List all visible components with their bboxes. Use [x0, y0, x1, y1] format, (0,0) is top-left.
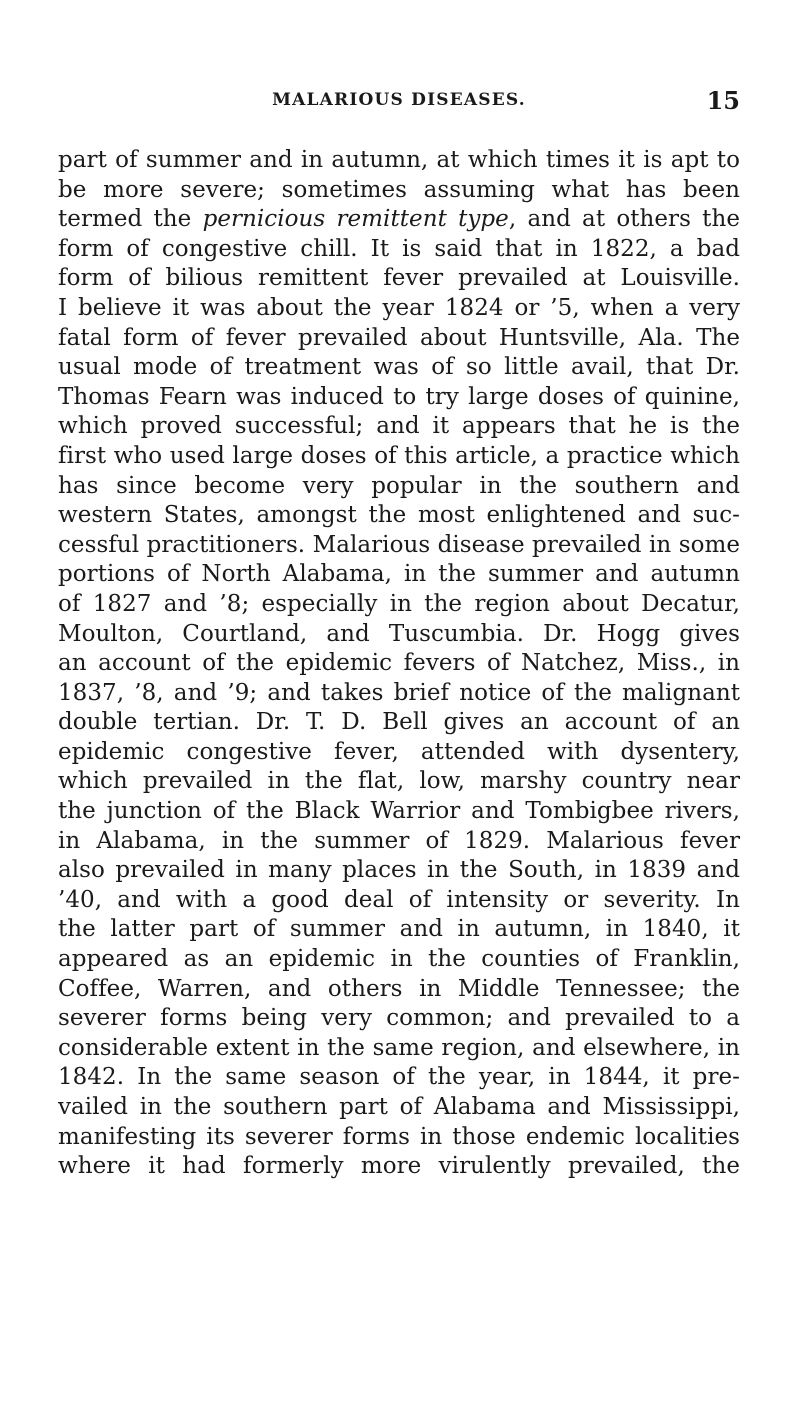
text-line: where it had formerly more virulently prevailed, the — [58, 1153, 740, 1180]
text-line: part of summer and in autumn, at which times it is apt to — [58, 147, 740, 173]
text-line: epidemic congestive fever, attended with dysentery, — [58, 738, 740, 765]
text-run: , and at others the — [508, 206, 740, 233]
text-line: Coffee, Warren, and others in Middle Tennessee; the — [58, 975, 740, 1002]
text-line: form of bilious remittent fever prevailed at Louisville. — [58, 265, 740, 292]
book-page — [58, 88, 740, 1182]
page-number: 15 — [706, 86, 740, 115]
text-line: considerable extent in the same region, and elsewhere, in — [58, 1034, 740, 1061]
text-line: 1837, ’8, and ’9; and takes brief notice of the malignant — [58, 679, 740, 706]
text-line: I believe it was about the year 1824 or ’5, when a very — [58, 294, 740, 321]
text-line: of 1827 and ’8; especially in the region about Decatur, — [58, 590, 740, 617]
text-line: Thomas Fearn was induced to try large doses of quinine, — [58, 383, 740, 410]
text-line: the junction of the Black Warrior and Tombigbee rivers, — [58, 798, 740, 825]
text-line: which proved successful; and it appears that he is the — [58, 413, 740, 440]
running-head: MALARIOUS DISEASES. — [272, 90, 526, 110]
text-line: portions of North Alabama, in the summer and autumn — [58, 561, 740, 588]
text-line: 1842. In the same season of the year, in 1844, it pre- — [58, 1064, 740, 1091]
text-line: has since become very popular in the southern and — [58, 472, 740, 499]
text-line: fatal form of fever prevailed about Huntsville, Ala. The — [58, 324, 740, 351]
text-line: first who used large doses of this article, a practice which — [58, 442, 740, 469]
text-line: manifesting its severer forms in those endemic localities — [58, 1123, 740, 1150]
text-line: form of congestive chill. It is said that in 1822, a bad — [58, 235, 740, 262]
text-run: termed the — [58, 206, 203, 233]
text-line — [58, 205, 740, 235]
text-line: also prevailed in many places in the South, in 1839 and — [58, 857, 740, 884]
text-line: severer forms being very common; and prevailed to a — [58, 1005, 740, 1032]
text-line: usual mode of treatment was of so little avail, that Dr. — [58, 354, 740, 381]
text-line: an account of the epidemic fevers of Natchez, Miss., in — [58, 650, 740, 677]
text-line: vailed in the southern part of Alabama and Mississippi, — [58, 1094, 740, 1120]
text-line: be more severe; sometimes assuming what has been — [58, 176, 740, 203]
text-line: which prevailed in the flat, low, marshy country near — [58, 768, 740, 795]
text-line: the latter part of summer and in autumn, in 1840, it — [58, 916, 740, 943]
text-line: cessful practitioners. Malarious disease prevailed in some — [58, 531, 740, 558]
text-line: Moulton, Courtland, and Tuscumbia. Dr. Hogg gives — [58, 620, 740, 647]
text-line: ’40, and with a good deal of intensity or severity. In — [58, 886, 740, 913]
body-paragraph — [58, 146, 740, 1182]
text-line: western States, amongst the most enlightened and suc- — [58, 502, 740, 529]
page-header — [58, 88, 740, 128]
text-line: double tertian. Dr. T. D. Bell gives an account of an — [58, 709, 740, 736]
text-line: in Alabama, in the summer of 1829. Malarious fever — [58, 827, 740, 854]
text-line: appeared as an epidemic in the counties of Franklin, — [58, 946, 740, 973]
italic-term: pernicious remittent type — [202, 206, 509, 233]
